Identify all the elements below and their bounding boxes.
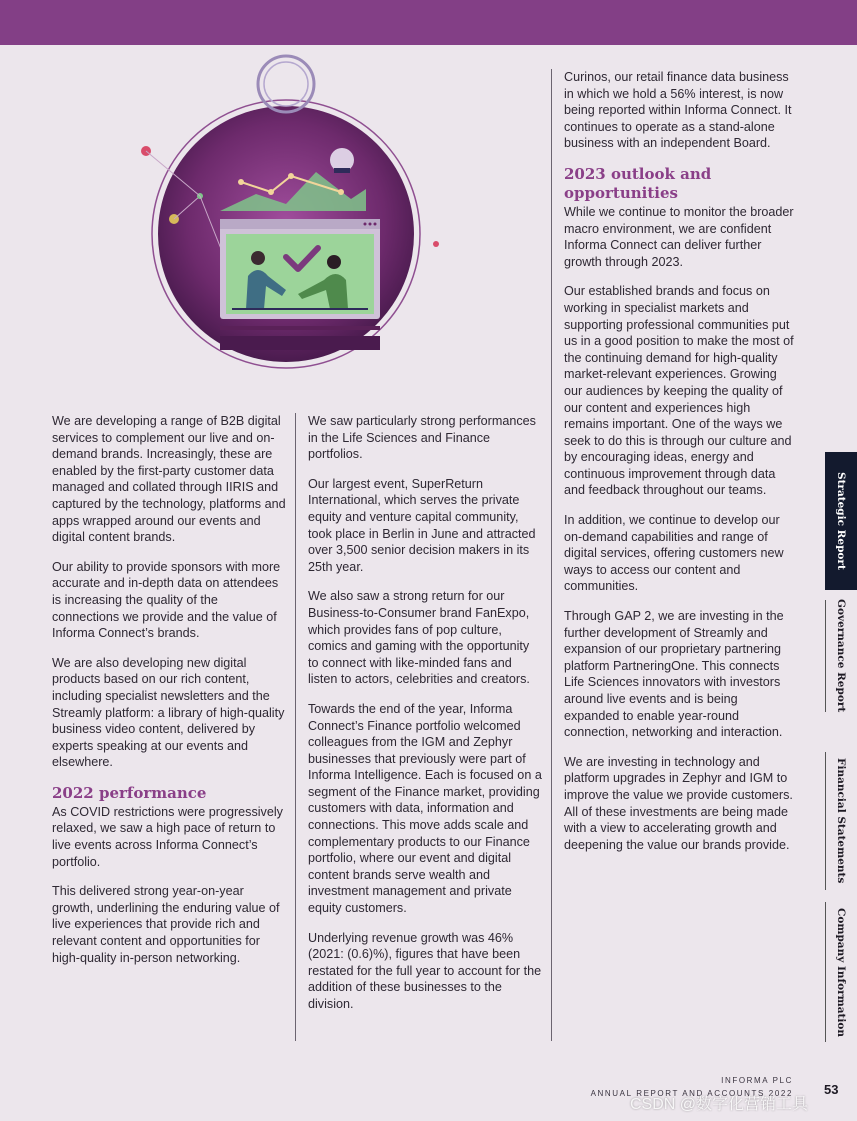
page-number: 53 — [824, 1082, 839, 1097]
paragraph: Our largest event, SuperReturn International, which serves the private equity and venture capital community, took place in Berlin in June and attracted over 3,500 senior decision makers in its 25th year. — [308, 476, 536, 574]
tab-governance-report[interactable]: Governance Report — [835, 599, 847, 713]
text-column-1 — [52, 413, 287, 979]
tab-company-information[interactable]: Company Information — [835, 907, 847, 1037]
paragraph: We are investing in technology and platform upgrades in Zephyr and IGM to improve the value we provide customers. All of these investments are being made with a view to accelerating growth and deepening the value our brands provide. — [564, 754, 793, 852]
footer-report: ANNUAL REPORT AND ACCOUNTS 2022 — [590, 1089, 793, 1098]
text-column-2 — [308, 413, 543, 1026]
paragraph: This delivered strong year-on-year growth, underlining the enduring value of live experiences that provide rich and relevant content and opportunities for high-quality in-person networking. — [52, 884, 280, 965]
paragraph: Towards the end of the year, Informa Connect’s Finance portfolio welcomed colleagues from the IGM and Zephyr businesses that previously were part of Informa Intelligence. Each is focused on a segment of the Finance market, providing customers with data, information and connections. This move adds scale and complementary products to our Finance portfolio, where our event and digital content brands serve wealth and investment management and private equity customers. — [308, 701, 542, 916]
paragraph: While we continue to monitor the broader macro environment, we are confident Informa Connect can deliver further growth through 2023. — [564, 204, 794, 269]
tab-financial-statements[interactable]: Financial Statements — [835, 758, 847, 884]
paragraph: Our established brands and focus on working in specialist markets and supporting professional communities put us in a good position to make the most of the continuing demand for high-quality market-relevant experiences. Growing our audiences by keeping the quality of our content and experiences high remains important. One of the ways we seek to do this is through our culture and by encouraging ideas, energy and continuous improvement through data and feedback throughout our teams. — [564, 284, 794, 498]
section-heading: 2023 outlook and opportunities — [564, 164, 712, 202]
watermark: CSDN @数字化营销工具 — [630, 1096, 809, 1113]
tab-strategic-report[interactable]: Strategic Report — [825, 452, 857, 590]
paragraph: We are also developing new digital products based on our rich content, including specialist newsletters and the Streamly platform: a library of high-quality business video content, delivered by experts speaking at our events and elsewhere. — [52, 655, 285, 770]
paragraph: Our ability to provide sponsors with more accurate and in-depth data on attendees is increasing the quality of the connections we provide and the value of Informa Connect’s brands. — [52, 559, 281, 641]
footer-company: INFORMA PLC — [721, 1076, 793, 1085]
handshake-illustration — [136, 54, 446, 384]
section-heading: 2022 performance — [52, 783, 207, 802]
top-color-band — [0, 0, 857, 45]
paragraph: We saw particularly strong performances in the Life Sciences and Finance portfolios. — [308, 414, 536, 462]
paragraph: Through GAP 2, we are investing in the further development of Streamly and expansion of our proprietary partnering platform PartneringOne. This connects Life Sciences innovators with investors around live events and is being expanded to enable year-round connection, networking and interaction. — [564, 609, 784, 740]
text-column-3 — [564, 69, 794, 866]
paragraph: Curinos, our retail finance data business in which we hold a 56% interest, is now being reported within Informa Connect. It continues to operate as a stand-alone business with an independent Board. — [564, 70, 792, 151]
paragraph: We are developing a range of B2B digital services to complement our live and on-demand brands. Increasingly, these are enabled by the first-party customer data managed and collated through IIRIS and captured by the technology, platforms and apps wrapped around our events and digital content brands. — [52, 414, 286, 545]
paragraph: In addition, we continue to develop our on-demand capabilities and range of digital services, offering customers new ways to access our content and communities. — [564, 513, 784, 594]
paragraph: We also saw a strong return for our Business-to-Consumer brand FanExpo, which provides fans of pop culture, comics and gaming with the opportunity to connect with like-minded fans and listen to actors, celebrities and creators. — [308, 589, 530, 687]
paragraph: As COVID restrictions were progressively relaxed, we saw a high pace of return to live events across Informa Connect’s portfolio. — [52, 804, 283, 869]
column-divider — [551, 69, 552, 1041]
paragraph: Underlying revenue growth was 46% (2021: (0.6)%), figures that have been restated for the full year to account for the addition of these businesses to the division. — [308, 930, 542, 1011]
column-divider — [295, 413, 296, 1041]
